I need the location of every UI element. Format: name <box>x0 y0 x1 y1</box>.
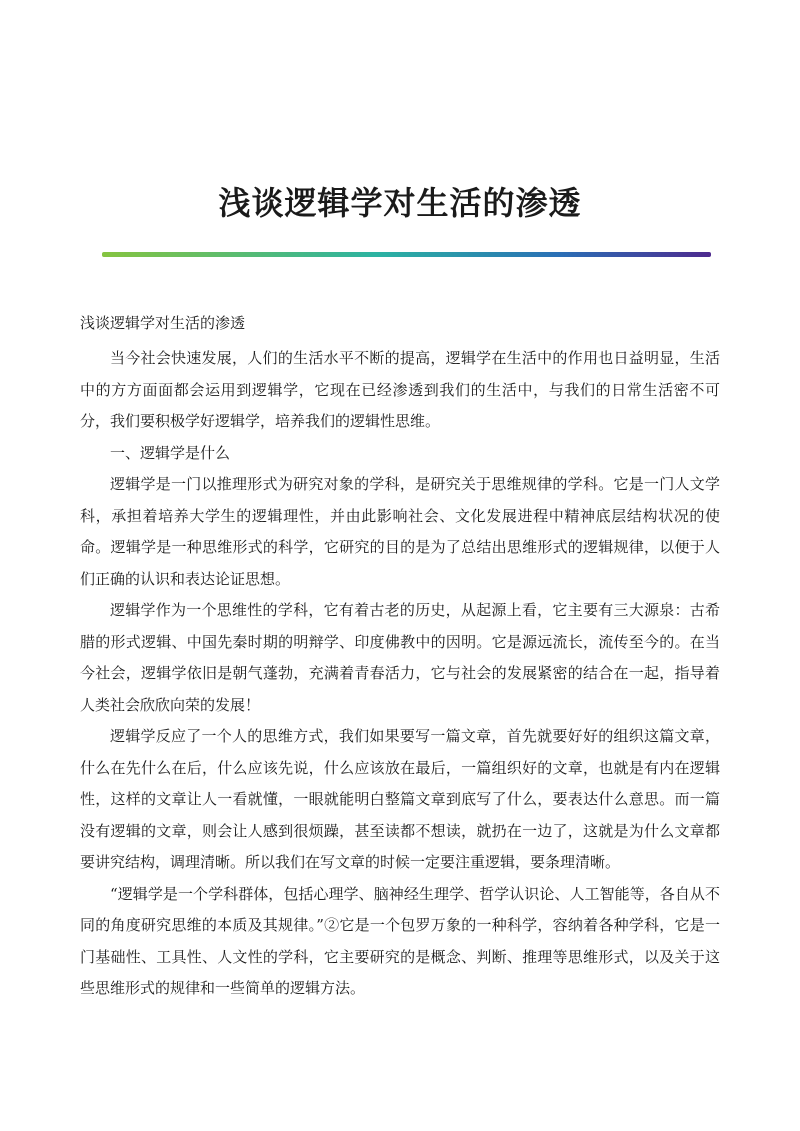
paragraph-intro: 当今社会快速发展，人们的生活水平不断的提高，逻辑学在生活中的作用也日益明显，生活中的方方面面都会运用到逻辑学，它现在已经渗透到我们的生活中，与我们的日常生活密不可分，我们要积极学好逻辑学，培养我们的逻辑性思维。 <box>80 349 720 430</box>
title-divider <box>102 252 711 257</box>
paragraph-quote: “逻辑学是一个学科群体，包括心理学、脑神经生理学、哲学认识论、人工智能等，各自从不同的角度研究思维的本质及其规律。”②它是一个包罗万象的一种科学，容纳着各种学科，它是一门基础性、工具性、人文性的学科，它主要研究的是概念、判断、推理等思维形式，以及关于这些思维形式的规律和一些简单的逻辑方法。 <box>80 884 720 997</box>
section-heading: 一、逻辑学是什么 <box>110 443 231 462</box>
paragraph-definition: 逻辑学是一门以推理形式为研究对象的学科，是研究关于思维规律的学科。它是一门人文学科，承担着培养大学生的逻辑理性，并由此影响社会、文化发展进程中精神底层结构状况的使命。逻辑学是一种思维形式的科学，它研究的目的是为了总结出思维形式的逻辑规律，以便于人们正确的认识和表达论证思想。 <box>80 475 720 588</box>
document-title: 浅谈逻辑学对生活的渗透 <box>218 184 582 223</box>
paragraph-writing: 逻辑学反应了一个人的思维方式，我们如果要写一篇文章，首先就要好好的组织这篇文章，什么在先什么在后，什么应该先说，什么应该放在最后，一篇组织好的文章，也就是有内在逻辑性，这样的文章让人一看就懂，一眼就能明白整篇文章到底写了什么，要表达什么意思。而一篇没有逻辑的文章，则会让人感到很烦躁，甚至读都不想读，就扔在一边了，这就是为什么文章都要讲究结构，调理清晰。所以我们在写文章的时候一定要注重逻辑，要条理清晰。 <box>80 727 720 871</box>
document-body <box>80 343 720 1005</box>
paragraph-history: 逻辑学作为一个思维性的学科，它有着古老的历史，从起源上看，它主要有三大源泉：古希腊的形式逻辑、中国先秦时期的明辩学、印度佛教中的因明。它是源远流长，流传至今的。在当今社会，逻辑学依旧是朝气蓬勃，充满着青春活力，它与社会的发展紧密的结合在一起，指导着人类社会欣欣向荣的发展！ <box>80 601 720 714</box>
document-subtitle: 浅谈逻辑学对生活的渗透 <box>80 314 246 332</box>
